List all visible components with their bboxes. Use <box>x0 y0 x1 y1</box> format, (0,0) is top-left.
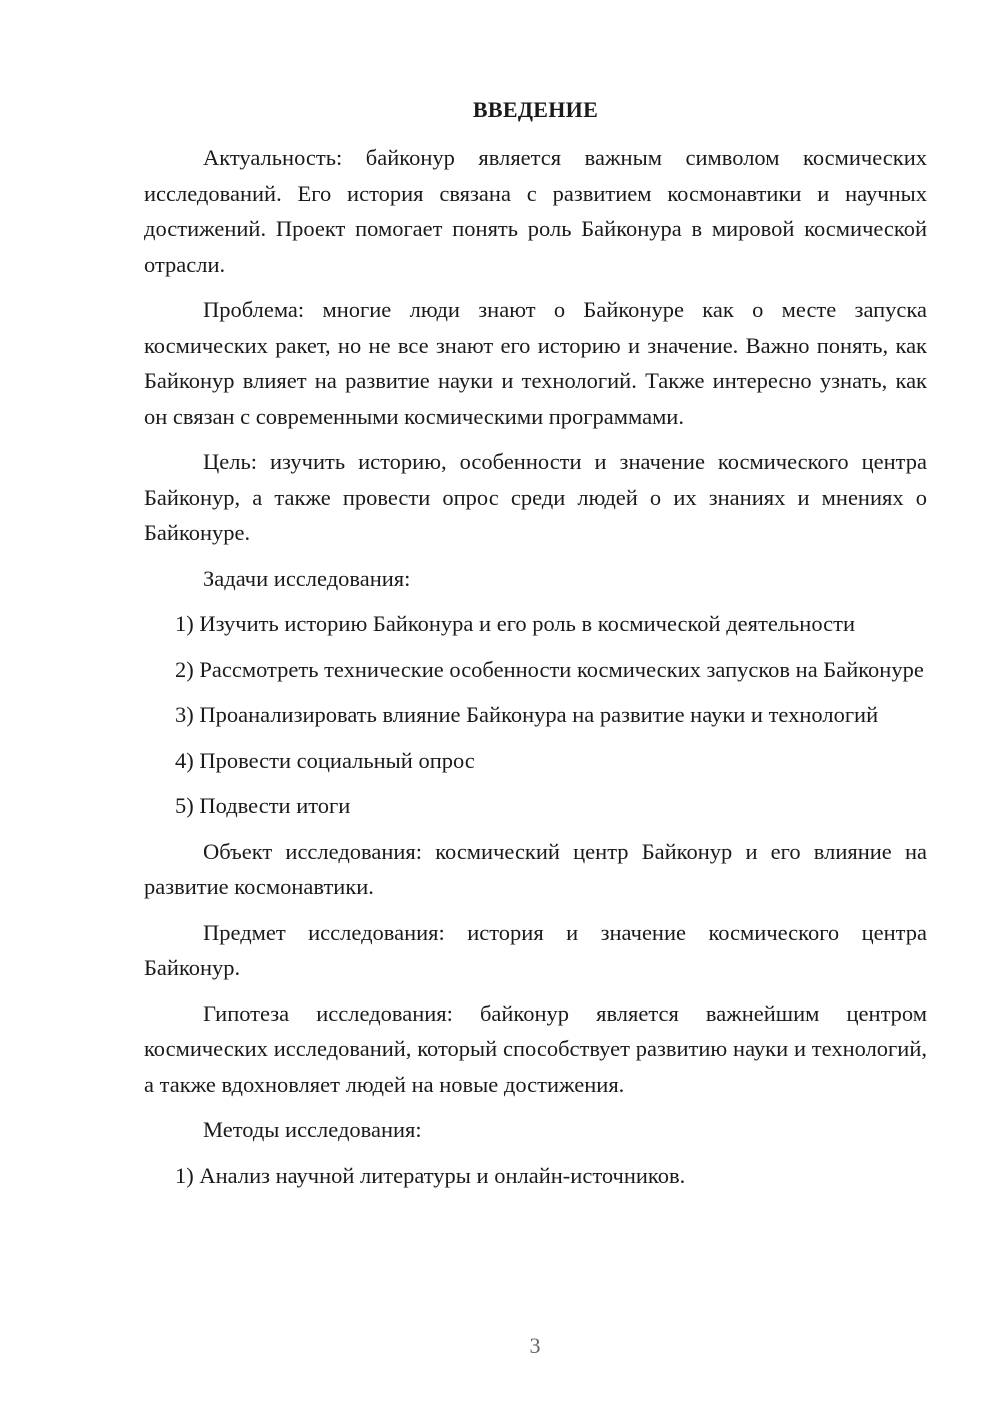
page-number: 3 <box>529 1333 541 1358</box>
methods-label: Методы исследования: <box>203 1117 422 1142</box>
method-item-1: 1) Анализ научной литературы и онлайн-источников. <box>175 1162 686 1188</box>
document-page <box>144 92 927 1203</box>
task-item-3: 3) Проанализировать влияние Байконура на развитие науки и технологий <box>175 702 879 727</box>
goal-paragraph: Цель: изучить историю, особенности и значение космического центра Байконур, а также провести опрос среди людей о их знаниях и мнениях о Байконуре. <box>144 449 927 545</box>
task-item-2: 2) Рассмотреть технические особенности космических запусков на Байконуре <box>175 656 924 682</box>
task-item-4: 4) Провести социальный опрос <box>175 747 475 773</box>
subject-paragraph: Предмет исследования: история и значение космического центра Байконур. <box>144 919 927 980</box>
section-title: ВВЕДЕНИЕ <box>472 97 599 122</box>
tasks-label: Задачи исследования: <box>203 565 411 591</box>
hypothesis-paragraph: Гипотеза исследования: байконур является важнейшим центром космических исследований, который способствует развитию науки и технологий, а также вдохновляет людей на новые достижения. <box>144 1000 927 1097</box>
object-paragraph: Объект исследования: космический центр Байконур и его влияние на развитие космонавтики. <box>144 838 927 899</box>
relevance-paragraph: Актуальность: байконур является важным символом космических исследований. Его история связана с развитием космонавтики и научных достижений. Проект помогает понять роль Байконура в мировой космической отрасли. <box>144 145 927 277</box>
problem-paragraph: Проблема: многие люди знают о Байконуре как о месте запуска космических ракет, но не все знают его историю и значение. Важно понять, как Байконур влияет на развитие науки и технологий. Также интересно узнать, как он связан с современными космическими программами. <box>144 297 927 429</box>
task-item-5: 5) Подвести итоги <box>175 793 351 818</box>
task-item-1: 1) Изучить историю Байконура и его роль в космической деятельности <box>175 611 856 636</box>
